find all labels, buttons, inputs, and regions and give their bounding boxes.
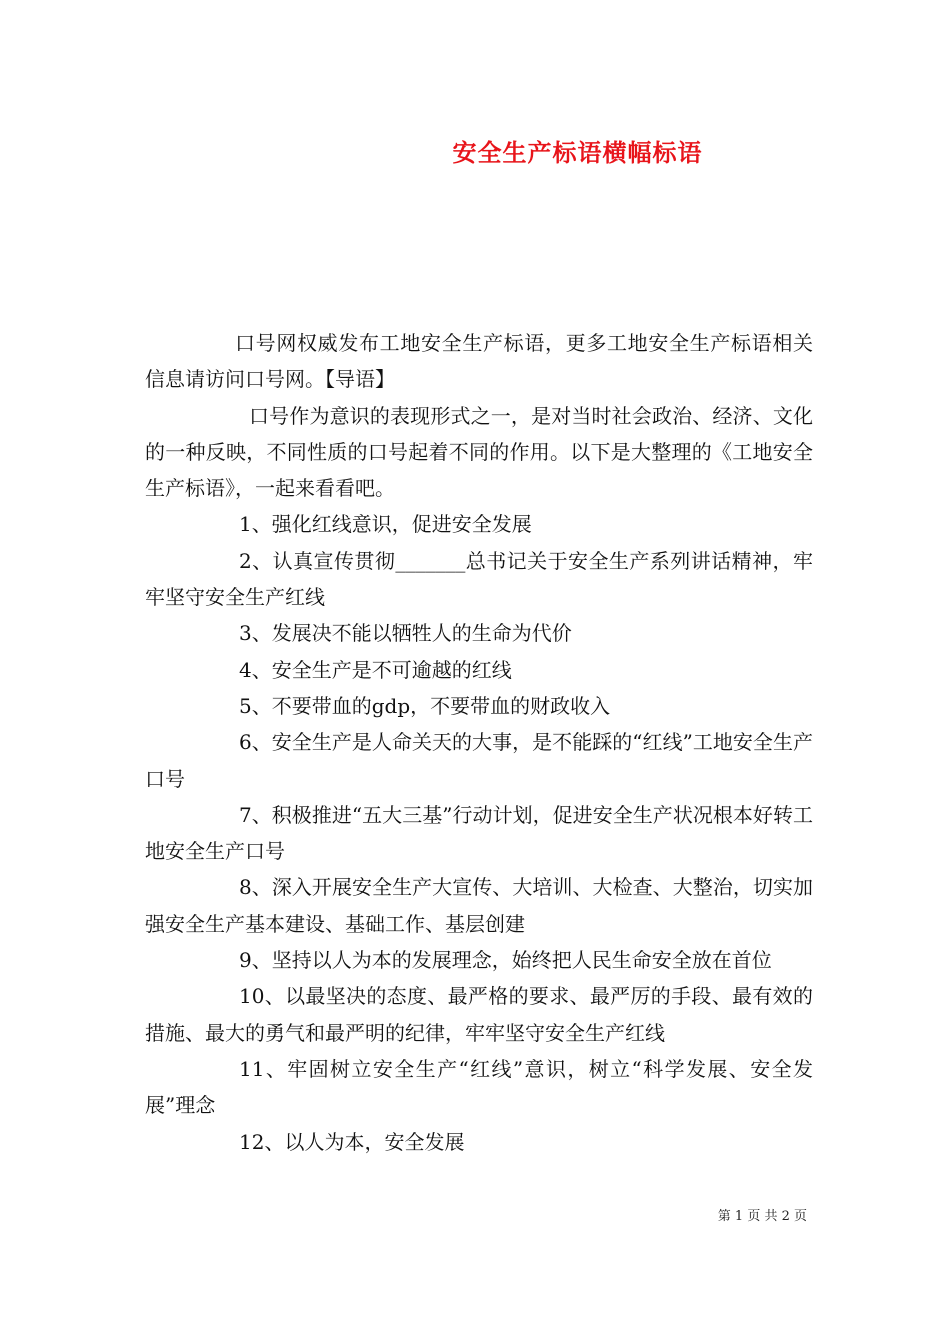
slogan-item: 7、积极推进“五大三基”行动计划，促进安全生产状况根本好转工地安全生产口号	[145, 802, 813, 864]
slogan-item: 11、牢固树立安全生产“红线”意识，树立“科学发展、安全发展”理念	[145, 1056, 813, 1118]
slogan-item: 8、深入开展安全生产大宣传、大培训、大检查、大整治，切实加强安全生产基本建设、基础工作、基层创建	[145, 875, 813, 936]
slogan-item: 6、安全生产是人命关天的大事，是不能踩的“红线”工地安全生产口号	[145, 730, 813, 791]
intro-paragraph: 口号网权威发布工地安全生产标语，更多工地安全生产标语相关信息请访问口号网。【导语】	[145, 331, 813, 392]
slogan-item: 1、强化红线意识，促进安全发展	[239, 512, 532, 537]
page-title: 安全生产标语横幅标语	[452, 138, 703, 167]
slogan-item: 4、安全生产是不可逾越的红线	[239, 657, 512, 682]
document-body	[145, 325, 813, 1160]
page-number: 第 1 页 共 2 页	[717, 1209, 807, 1224]
slogan-item: 2、认真宣传贯彻_______总书记关于安全生产系列讲话精神，牢牢坚守安全生产红线	[145, 548, 813, 610]
slogan-item: 12、以人为本，安全发展	[239, 1129, 465, 1154]
slogan-item: 5、不要带血的gdp，不要带血的财政收入	[239, 693, 611, 718]
intro-paragraph: 口号作为意识的表现形式之一，是对当时社会政治、经济、文化的一种反映，不同性质的口号起着不同的作用。以下是大整理的《工地安全生产标语》，一起来看看吧。	[145, 403, 813, 501]
slogan-item: 10、以最坚决的态度、最严格的要求、最严厉的手段、最有效的措施、最大的勇气和最严明的纪律，牢牢坚守安全生产红线	[145, 984, 813, 1045]
slogan-item: 3、发展决不能以牺牲人的生命为代价	[239, 621, 572, 646]
slogan-item: 9、坚持以人为本的发展理念，始终把人民生命安全放在首位	[239, 948, 772, 973]
